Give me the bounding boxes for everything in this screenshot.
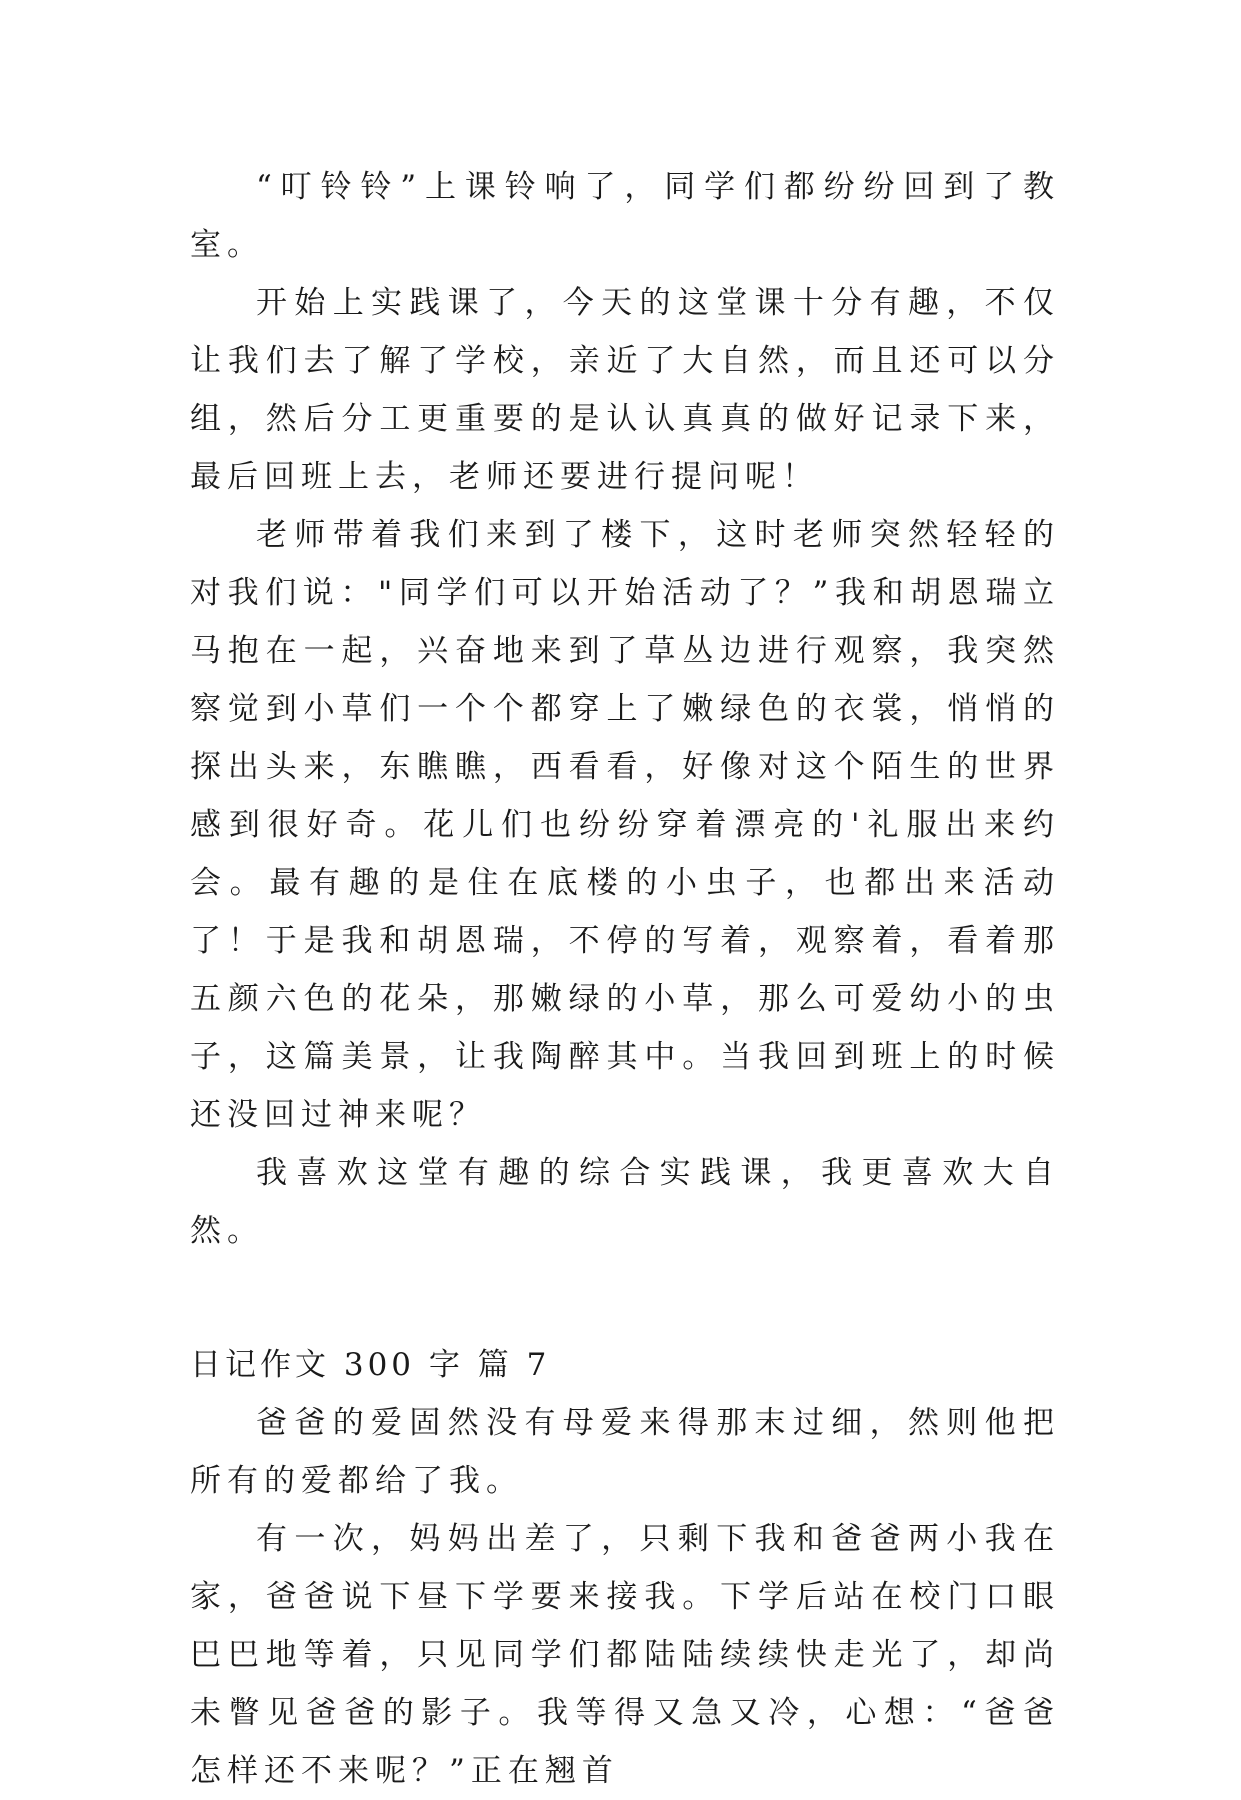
paragraph: 爸爸的爱固然没有母爱来得那末过细，然则他把所有的爱都给了我。 [190,1405,1060,1499]
document-page [190,158,1060,1800]
section-spacer [190,1260,1060,1336]
paragraph: 我喜欢这堂有趣的综合实践课，我更喜欢大自然。 [190,1155,1060,1249]
paragraph: 有一次，妈妈出差了，只剩下我和爸爸两小我在家，爸爸说下昼下学要来接我。下学后站在校门口眼巴巴地等着，只见同学们都陆陆续续快走光了，却尚未瞥见爸爸的影子。我等得又急又冷，心想：“爸爸怎样还不来呢？”正在翘首 [190,1521,1060,1789]
paragraph: 开始上实践课了，今天的这堂课十分有趣，不仅让我们去了解了学校，亲近了大自然，而且还可以分组，然后分工更重要的是认认真真的做好记录下来，最后回班上去，老师还要进行提问呢！ [190,285,1060,495]
section-heading: 日记作文 300 字 篇 7 [190,1347,551,1383]
paragraph: 老师带着我们来到了楼下，这时老师突然轻轻的对我们说："同学们可以开始活动了？”我和胡恩瑞立马抱在一起，兴奋地来到了草丛边进行观察，我突然察觉到小草们一个个都穿上了嫩绿色的衣裳，悄悄的探出头来，东瞧瞧，西看看，好像对这个陌生的世界感到很好奇。花儿们也纷纷穿着漂亮的'礼服出来约会。最有趣的是住在底楼的小虫子，也都出来活动了！于是我和胡恩瑞，不停的写着，观察着，看着那五颜六色的花朵，那嫩绿的小草，那么可爱幼小的虫子，这篇美景，让我陶醉其中。当我回到班上的时候还没回过神来呢？ [190,517,1060,1133]
paragraph: “叮铃铃”上课铃响了，同学们都纷纷回到了教室。 [190,169,1060,263]
